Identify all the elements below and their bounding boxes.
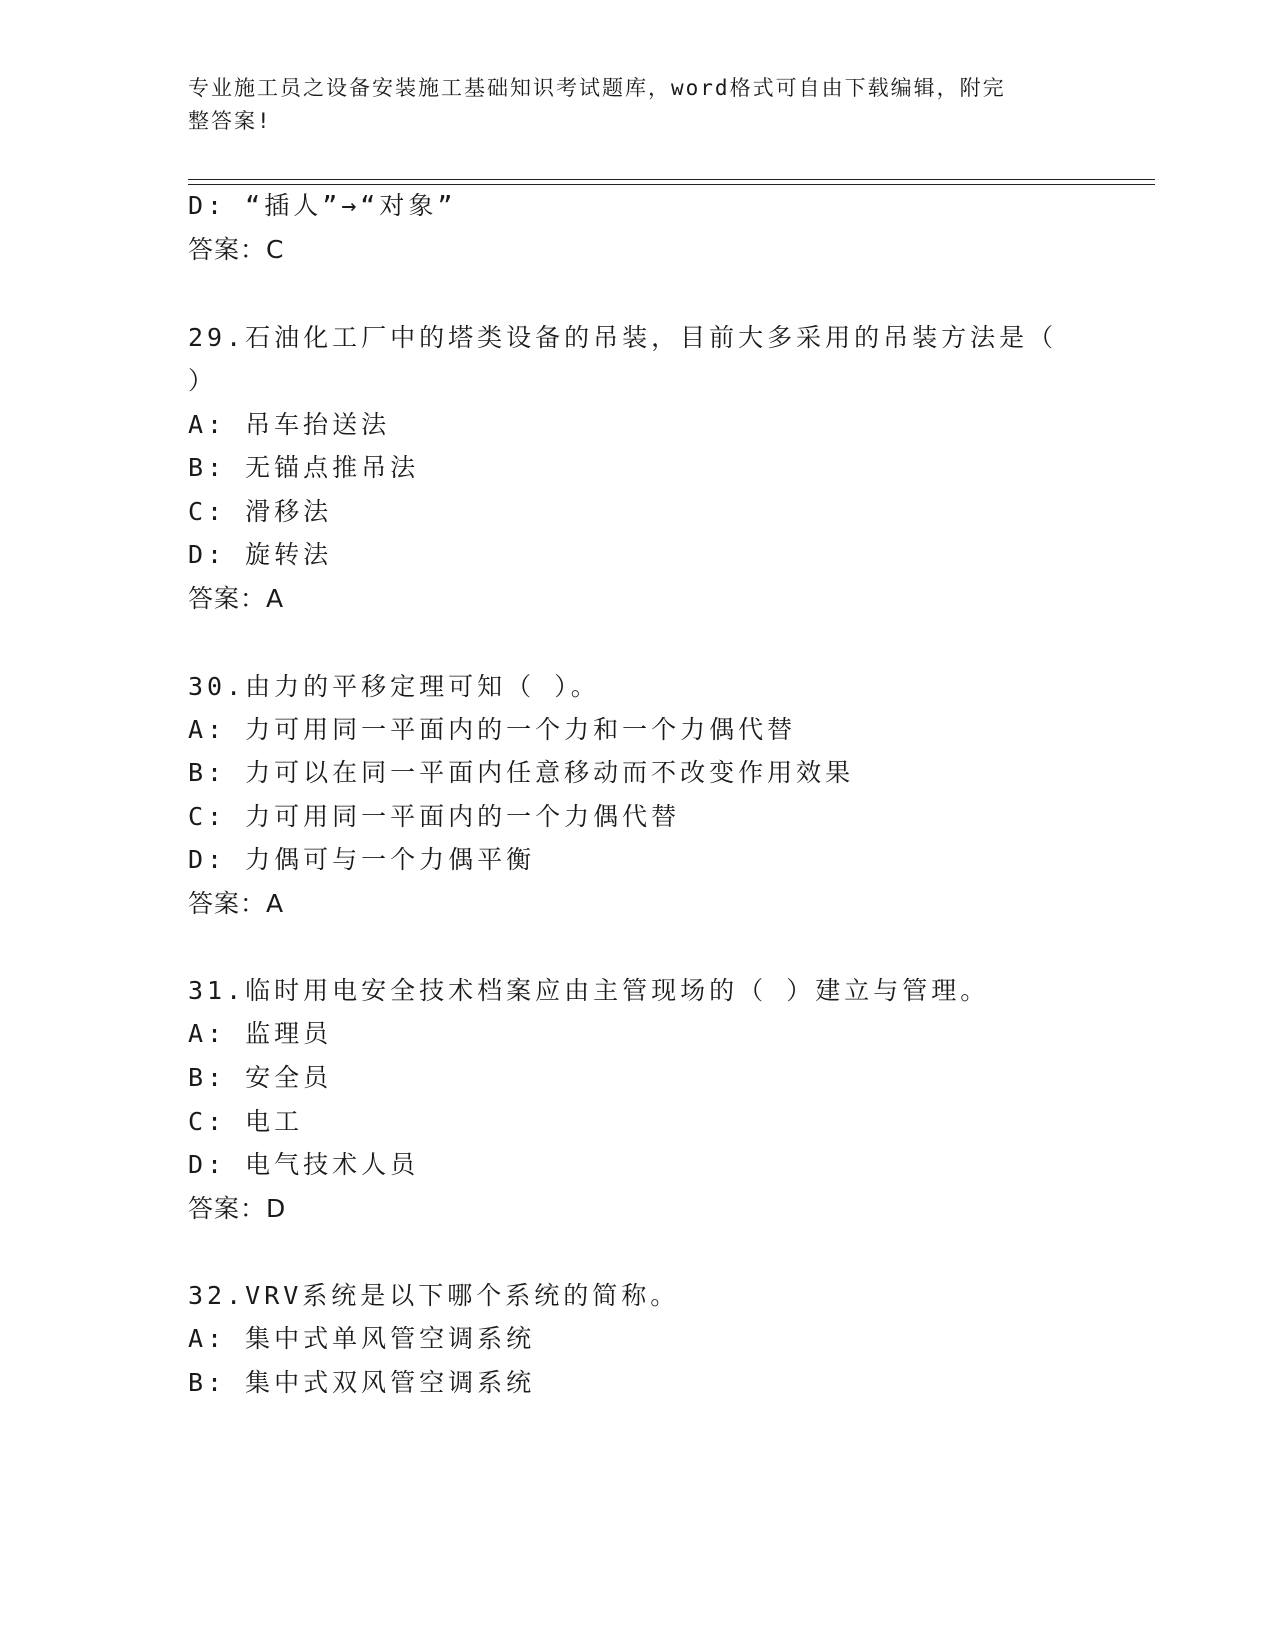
prev-answer: 答案：C [188, 235, 285, 264]
question-30-answer: 答案：A [188, 889, 285, 918]
question-30-option-b: B: 力可以在同一平面内任意移动而不改变作用效果 [188, 758, 855, 787]
question-32-stem: 32.VRV系统是以下哪个系统的简称。 [188, 1281, 680, 1310]
question-29-stem: 29.石油化工厂中的塔类设备的吊装，目前大多采用的吊装方法是（ [188, 323, 1058, 352]
question-30-option-d: D: 力偶可与一个力偶平衡 [188, 845, 536, 874]
question-31-option-c: C: 电工 [188, 1107, 304, 1136]
question-30-option-a: A: 力可用同一平面内的一个力和一个力偶代替 [188, 715, 797, 744]
question-32-option-a: A: 集中式单风管空调系统 [188, 1324, 536, 1353]
question-31-option-d: D: 电气技术人员 [188, 1150, 420, 1179]
question-29-option-d: D: 旋转法 [188, 540, 333, 569]
question-32-option-b: B: 集中式双风管空调系统 [188, 1368, 536, 1397]
question-29-stem-cont: ） [188, 366, 218, 395]
question-30-option-c: C: 力可用同一平面内的一个力偶代替 [188, 802, 681, 831]
prev-option-d: D: “插人”→“对象” [188, 191, 457, 220]
header-rule-bottom [188, 184, 1155, 185]
question-31-option-a: A: 监理员 [188, 1019, 333, 1048]
header-line-2: 整答案! [188, 109, 272, 133]
question-31-answer: 答案：D [188, 1194, 287, 1223]
header-rule-top [188, 179, 1155, 180]
question-29-option-a: A: 吊车抬送法 [188, 410, 391, 439]
question-31-stem: 31.临时用电安全技术档案应由主管现场的（ ）建立与管理。 [188, 976, 990, 1005]
document-header [188, 72, 1068, 138]
question-29-option-b: B: 无锚点推吊法 [188, 453, 420, 482]
question-30-stem: 30.由力的平移定理可知（ ）。 [188, 672, 600, 701]
header-line-1: 专业施工员之设备安装施工基础知识考试题库，word格式可自由下载编辑，附完 [188, 76, 1006, 100]
question-31-option-b: B: 安全员 [188, 1063, 333, 1092]
question-29-answer: 答案：A [188, 584, 285, 613]
question-29-option-c: C: 滑移法 [188, 497, 333, 526]
